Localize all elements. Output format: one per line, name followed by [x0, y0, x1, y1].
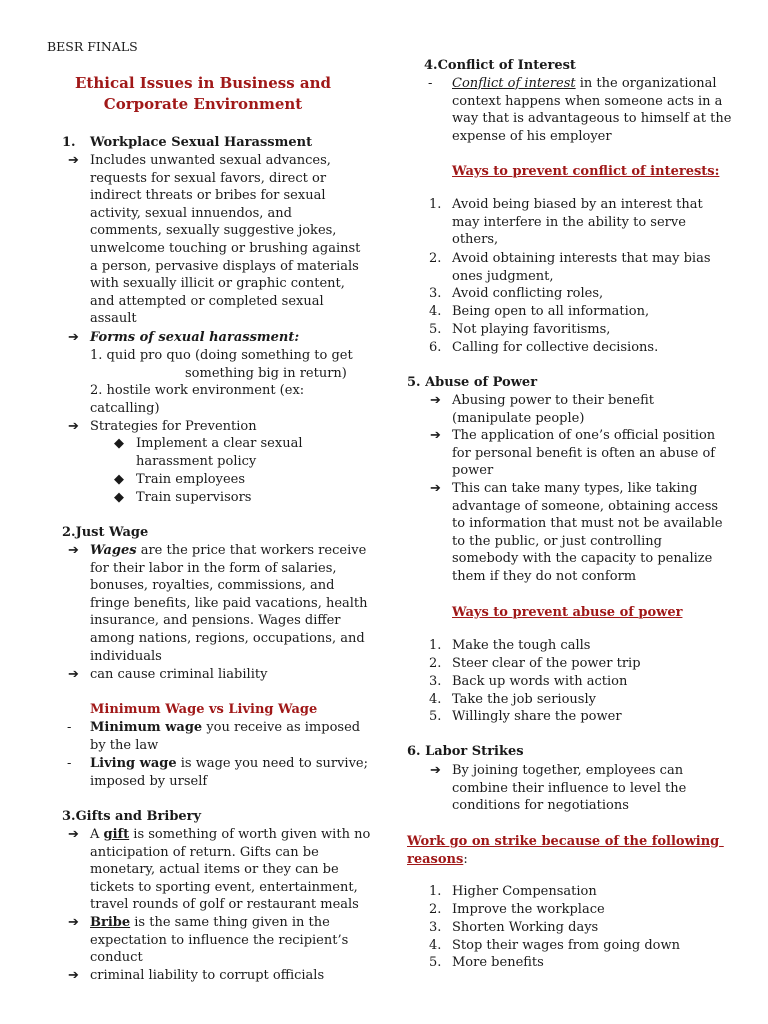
text-run: are the price that workers receive [136, 543, 367, 558]
text-line: harassment policy [136, 454, 257, 469]
list-number: 3. [429, 920, 442, 935]
text-line: Avoid obtaining interests that may bias [452, 251, 711, 266]
text-line: imposed by urself [90, 773, 208, 789]
text-line: Implement a clear sexual [136, 436, 303, 451]
bullet-text: Strategies for Prevention [90, 419, 257, 434]
text-line: 1. quid pro quo (doing something to get [90, 348, 353, 363]
subheading: Ways to prevent conflict of interests: [452, 164, 720, 179]
section-2-heading: 2.Just Wage [62, 525, 149, 540]
text-line: monetary, actual items or they can be [90, 862, 339, 878]
text-line: conduct [90, 950, 143, 966]
list-item: Not playing favoritisms, [452, 322, 611, 337]
text-line: indirect threats or bribes for sexual [90, 188, 326, 204]
list-number: 4. [429, 938, 442, 953]
section-6-heading: 6. Labor Strikes [407, 744, 524, 759]
text-line: expectation to influence the recipient’s [90, 932, 349, 948]
term: Bribe [90, 915, 131, 930]
list-number: 5. [429, 322, 442, 337]
text-line: something big in return) [185, 366, 347, 381]
text-line: Includes unwanted sexual advances, [90, 153, 331, 168]
text-line: to information that must not be available [452, 516, 723, 532]
subheading [407, 833, 724, 868]
arrow-icon: ➔ [430, 428, 441, 443]
text-line: way that is advantageous to himself at the [452, 111, 732, 127]
list-number: 5. [429, 955, 442, 970]
list-item: Improve the workplace [452, 902, 605, 917]
list-item: Steer clear of the power trip [452, 656, 641, 671]
text-line: expense of his employer [452, 128, 612, 144]
text-line: them if they do not conform [452, 568, 637, 584]
text-line: a person, pervasive displays of materials [90, 258, 359, 274]
text-line: travel rounds of golf or restaurant meals [90, 897, 359, 913]
text-line: conditions for negotiations [452, 798, 629, 814]
bullet-text [452, 762, 686, 815]
section-5-heading: 5. Abuse of Power [407, 375, 538, 390]
term: Living wage [90, 756, 177, 771]
text-line: 2. hostile work environment (ex: [90, 383, 305, 398]
bullet-text: criminal liability to corrupt officials [90, 968, 325, 983]
arrow-icon: ➔ [430, 481, 441, 496]
text-run: in the organizational [575, 76, 717, 91]
arrow-icon: ➔ [68, 330, 79, 345]
list-number: 1. [429, 638, 442, 653]
section-number: 1. [62, 135, 76, 150]
list-number: 3. [429, 286, 442, 301]
list-item: Willingly share the power [452, 709, 622, 724]
arrow-icon: ➔ [68, 419, 79, 434]
section-3-heading: 3.Gifts and Bribery [62, 809, 202, 824]
text-line: assault [90, 311, 137, 327]
text-line: may interfere in the ability to serve [452, 214, 686, 230]
dash-marker: - [428, 76, 433, 91]
list-item: Make the tough calls [452, 638, 591, 653]
list-number: 2. [429, 656, 442, 671]
text-line: fringe benefits, like paid vacations, health [90, 595, 368, 611]
bullet-text [452, 480, 723, 586]
text-run: is wage you need to survive; [176, 756, 368, 771]
list-number: 2. [429, 902, 442, 917]
diamond-icon: ◆ [114, 472, 124, 487]
page-title [62, 73, 344, 115]
arrow-icon: ➔ [68, 968, 79, 983]
text-run: : [463, 851, 468, 867]
list-item: Calling for collective decisions. [452, 340, 659, 355]
list-item: Higher Compensation [452, 884, 597, 899]
dash-marker: - [67, 756, 72, 771]
text-run: is the same thing given in the [130, 915, 330, 930]
text-line: Work go on strike because of the following [407, 834, 724, 849]
term: gift [103, 827, 130, 842]
text-line: By joining together, employees can [452, 763, 684, 778]
text-line: anticipation of return. Gifts can be [90, 844, 319, 860]
text-line: for personal benefit is often an abuse of [452, 445, 716, 461]
text-run: A [90, 827, 104, 842]
subheading: Ways to prevent abuse of power [452, 605, 683, 620]
text-line: requests for sexual favors, direct or [90, 170, 327, 186]
list-item: Back up words with action [452, 674, 628, 689]
list-number: 4. [429, 304, 442, 319]
bullet-text: can cause criminal liability [90, 667, 268, 682]
term: Minimum wage [90, 720, 203, 735]
list-number: 5. [429, 709, 442, 724]
text-line: and attempted or completed sexual [90, 293, 324, 309]
bullet-text [452, 427, 715, 480]
diamond-icon: ◆ [114, 490, 124, 505]
list-number: 4. [429, 692, 442, 707]
emphasis: Wages [90, 543, 137, 558]
bullet-text [90, 914, 348, 967]
document-header: BESR FINALS [47, 39, 138, 54]
definition-text [90, 719, 360, 754]
bullet-text: Forms of sexual harassment: [90, 330, 300, 345]
text-line: This can take many types, like taking [452, 481, 698, 496]
list-item [452, 250, 711, 285]
text-line: Train employees [136, 472, 246, 487]
arrow-icon: ➔ [68, 667, 79, 682]
definition-text [90, 755, 368, 790]
text-line: (manipulate people) [452, 410, 585, 426]
text-line: The application of one’s official position [452, 428, 716, 443]
dash-marker: - [67, 720, 72, 735]
text-line: context happens when someone acts in a [452, 93, 723, 109]
text-line: tickets to sporting event, entertainment, [90, 879, 358, 895]
arrow-icon: ➔ [68, 915, 79, 930]
text-run: reasons [407, 851, 464, 867]
arrow-icon: ➔ [68, 153, 79, 168]
definition-text [452, 75, 731, 145]
list-number: 2. [429, 251, 442, 266]
list-item: Stop their wages from going down [452, 938, 680, 953]
section-title: Workplace Sexual Harassment [90, 135, 313, 150]
list-item: Shorten Working days [452, 920, 599, 935]
text-line: catcalling) [90, 401, 160, 416]
text-line: Abusing power to their benefit [452, 393, 655, 408]
arrow-icon: ➔ [430, 763, 441, 778]
text-line: power [452, 463, 494, 479]
bullet-text [452, 392, 654, 427]
text-line: bonuses, royalties, commissions, and [90, 578, 335, 594]
text-line: ones judgment, [452, 268, 554, 284]
arrow-icon: ➔ [430, 393, 441, 408]
list-number: 6. [429, 340, 442, 355]
text-run: you receive as imposed [202, 720, 361, 735]
text-line: Train supervisors [136, 490, 252, 505]
text-line: among nations, regions, occupations, and [90, 630, 365, 646]
text-run: is something of worth given with no [129, 827, 371, 842]
title-line: Corporate Environment [103, 95, 303, 113]
bullet-text [90, 542, 368, 665]
text-line: activity, sexual innuendos, and [90, 205, 293, 221]
list-item: Being open to all information, [452, 304, 650, 319]
text-line: Avoid being biased by an interest that [452, 197, 703, 212]
bullet-text [90, 826, 370, 914]
section-4-heading: 4.Conflict of Interest [424, 58, 576, 73]
list-number: 3. [429, 674, 442, 689]
text-line: others, [452, 232, 499, 248]
text-line: comments, sexually suggestive jokes, [90, 223, 337, 239]
list-number: 1. [429, 197, 442, 212]
text-line: unwelcome touching or brushing against [90, 240, 361, 256]
subheading: Minimum Wage vs Living Wage [90, 702, 318, 717]
text-line: combine their influence to level the [452, 780, 687, 796]
text-line: individuals [90, 648, 162, 664]
text-line: advantage of someone, obtaining access [452, 498, 719, 514]
arrow-icon: ➔ [68, 543, 79, 558]
bullet-text [90, 152, 360, 328]
section-1-heading [62, 134, 313, 152]
text-line: for their labor in the form of salaries, [90, 560, 337, 576]
list-item: More benefits [452, 955, 544, 970]
list-number: 1. [429, 884, 442, 899]
list-item: Take the job seriously [452, 692, 596, 707]
text-line: somebody with the capacity to penalize [452, 551, 713, 567]
term: Conflict of interest [452, 76, 576, 91]
arrow-icon: ➔ [68, 827, 79, 842]
text-line: to the public, or just controlling [452, 533, 662, 549]
text-line: by the law [90, 737, 159, 753]
list-item: Avoid conflicting roles, [452, 286, 604, 301]
title-line: Ethical Issues in Business and [75, 74, 331, 92]
text-line: with sexually illicit or graphic content, [90, 276, 345, 292]
diamond-icon: ◆ [114, 436, 124, 451]
list-item [452, 196, 703, 249]
text-line: insurance, and pensions. Wages differ [90, 613, 341, 629]
